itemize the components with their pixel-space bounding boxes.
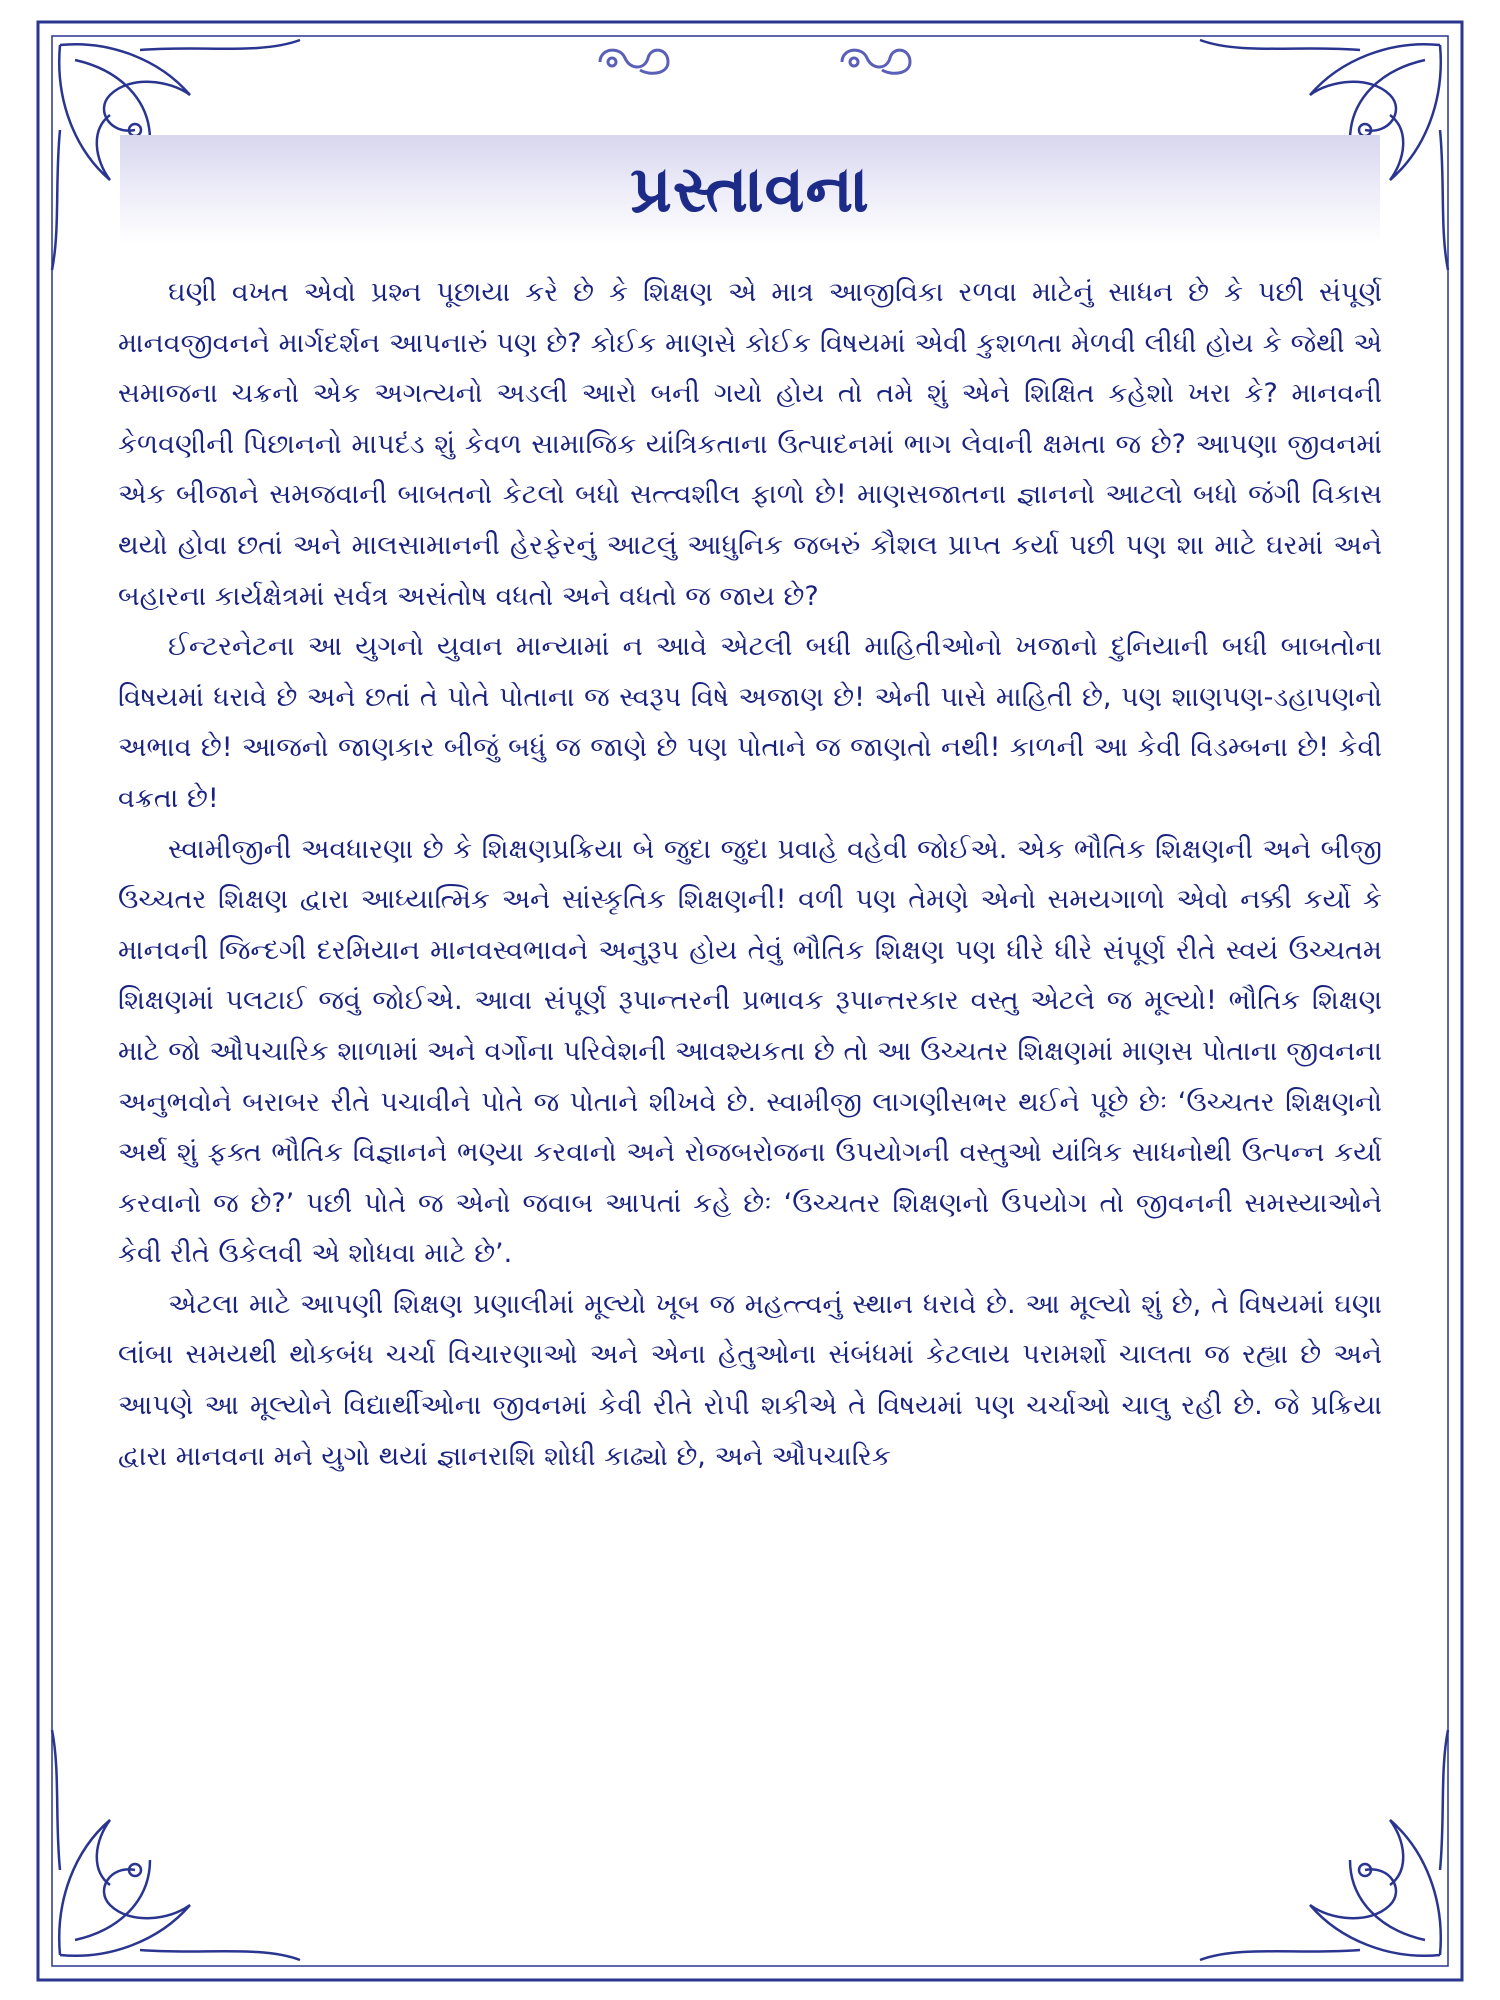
body-text [118, 268, 1382, 1482]
top-ornament-right [842, 50, 910, 73]
corner-flourish-bottom-left [52, 1730, 300, 1960]
corner-flourish-bottom-right [1200, 1730, 1448, 1960]
paragraph-3: સ્વામીજીની અવધારણા છે કે શિક્ષણપ્રક્રિયા બે જુદા જુદા પ્રવાહે વહેવી જોઈએ. એક ભૌતિક શિક્ષણની અને બીજી ઉચ્ચતર શિક્ષણ દ્વારા આધ્યાત્મિક અને સાંસ્કૃતિક શિક્ષણની! વળી પણ તેમણે એનો સમયગાળો એવો નક્કી કર્યો કે માનવની જિન્દગી દરમિયાન માનવસ્વભાવને અનુરૂપ હોય તેવું ભૌતિક શિક્ષણ પણ ધીરે ધીરે સંપૂર્ણ રીતે સ્વયં ઉચ્ચતમ શિક્ષણમાં પલટાઈ જવું જોઈએ. આવા સંપૂર્ણ રૂપાન્તરની પ્રભાવક રૂપાન્તરકાર વસ્તુ એટલે જ મૂલ્યો! ભૌતિક શિક્ષણ માટે જો ઔપચારિક શાળામાં અને વર્ગોના પરિવેશની આવશ્યકતા છે તો આ ઉચ્ચતર શિક્ષણમાં માણસ પોતાના જીવનના અનુભવોને બરાબર રીતે પચાવીને પોતે જ પોતાને શીખવે છે. સ્વામીજી લાગણીસભર થઈને પૂછે છેઃ ‘ઉચ્ચતર શિક્ષણનો અર્થ શું ફક્ત ભૌતિક વિજ્ઞાનને ભણ્યા કરવાનો અને રોજબરોજના ઉપયોગની વસ્તુઓ યાંત્રિક સાધનોથી ઉત્પન્ન કર્યા કરવાનો જ છે?’ પછી પોતે જ એનો જવાબ આપતાં કહે છેઃ ‘ઉચ્ચતર શિક્ષણનો ઉપયોગ તો જીવનની સમસ્યાઓને કેવી રીતે ઉકેલવી એ શોધવા માટે છે’. [118, 833, 1382, 1270]
paragraph-1: ઘણી વખત એવો પ્રશ્ન પૂછાયા કરે છે કે શિક્ષણ એ માત્ર આજીવિકા રળવા માટેનું સાધન છે કે પછી સંપૂર્ણ માનવજીવનને માર્ગદર્શન આપનારું પણ છે? કોઈક માણસે કોઈક વિષયમાં એવી કુશળતા મેળવી લીધી હોય કે જેથી એ સમાજના ચક્રનો એક અગત્યનો અડલી આરો બની ગયો હોય તો તમે શું એને શિક્ષિત કહેશો ખરા કે? માનવની કેળવણીની પિછાનનો માપદંડ શું કેવળ સામાજિક યાંત્રિકતાના ઉત્પાદનમાં ભાગ લેવાની ક્ષમતા જ છે? આપણા જીવનમાં એક બીજાને સમજવાની બાબતનો કેટલો બધો સત્ત્વશીલ ફાળો છે! માણસજાતના જ્ઞાનનો આટલો બધો જંગી વિકાસ થયો હોવા છતાં અને માલસામાનની હેરફેરનું આટલું આધુનિક જબરું કૌશલ પ્રાપ્ત કર્યા પછી પણ શા માટે ઘરમાં અને બહારના કાર્યક્ષેત્રમાં સર્વત્ર અસંતોષ વધતો અને વધતો જ જાય છે? [118, 277, 1382, 612]
page-title: પ્રસ્તાવના [630, 153, 870, 227]
paragraph-4: એટલા માટે આપણી શિક્ષણ પ્રણાલીમાં મૂલ્યો ખૂબ જ મહત્ત્વનું સ્થાન ધરાવે છે. આ મૂલ્યો શું છે, તે વિષયમાં ઘણા લાંબા સમયથી થોકબંધ ચર્ચા વિચારણાઓ અને એના હેતુઓના સંબંધમાં કેટલાય પરામર્શો ચાલતા જ રહ્યા છે અને આપણે આ મૂલ્યોને વિદ્યાર્થીઓના જીવનમાં કેવી રીતે રોપી શકીએ તે વિષયમાં પણ ચર્ચાઓ ચાલુ રહી છે. જે પ્રક્રિયા દ્વારા માનવના મને યુગો થયાં જ્ઞાનરાશિ શોધી કાઢ્યો છે, અને ઔપચારિક [118, 1288, 1382, 1472]
title-band [120, 135, 1380, 245]
top-ornament-left [600, 50, 668, 73]
paragraph-2: ઈન્ટરનેટના આ યુગનો યુવાન માન્યામાં ન આવે એટલી બધી માહિતીઓનો ખજાનો દુનિયાની બધી બાબતોના વિષયમાં ધરાવે છે અને છતાં તે પોતે પોતાના જ સ્વરૂપ વિષે અજાણ છે! એની પાસે માહિતી છે, પણ શાણપણ-ડહાપણનો અભાવ છે! આજનો જાણકાર બીજું બધું જ જાણે છે પણ પોતાને જ જાણતો નથી! કાળની આ કેવી વિડમ્બના છે! કેવી વક્રતા છે! [118, 631, 1382, 814]
